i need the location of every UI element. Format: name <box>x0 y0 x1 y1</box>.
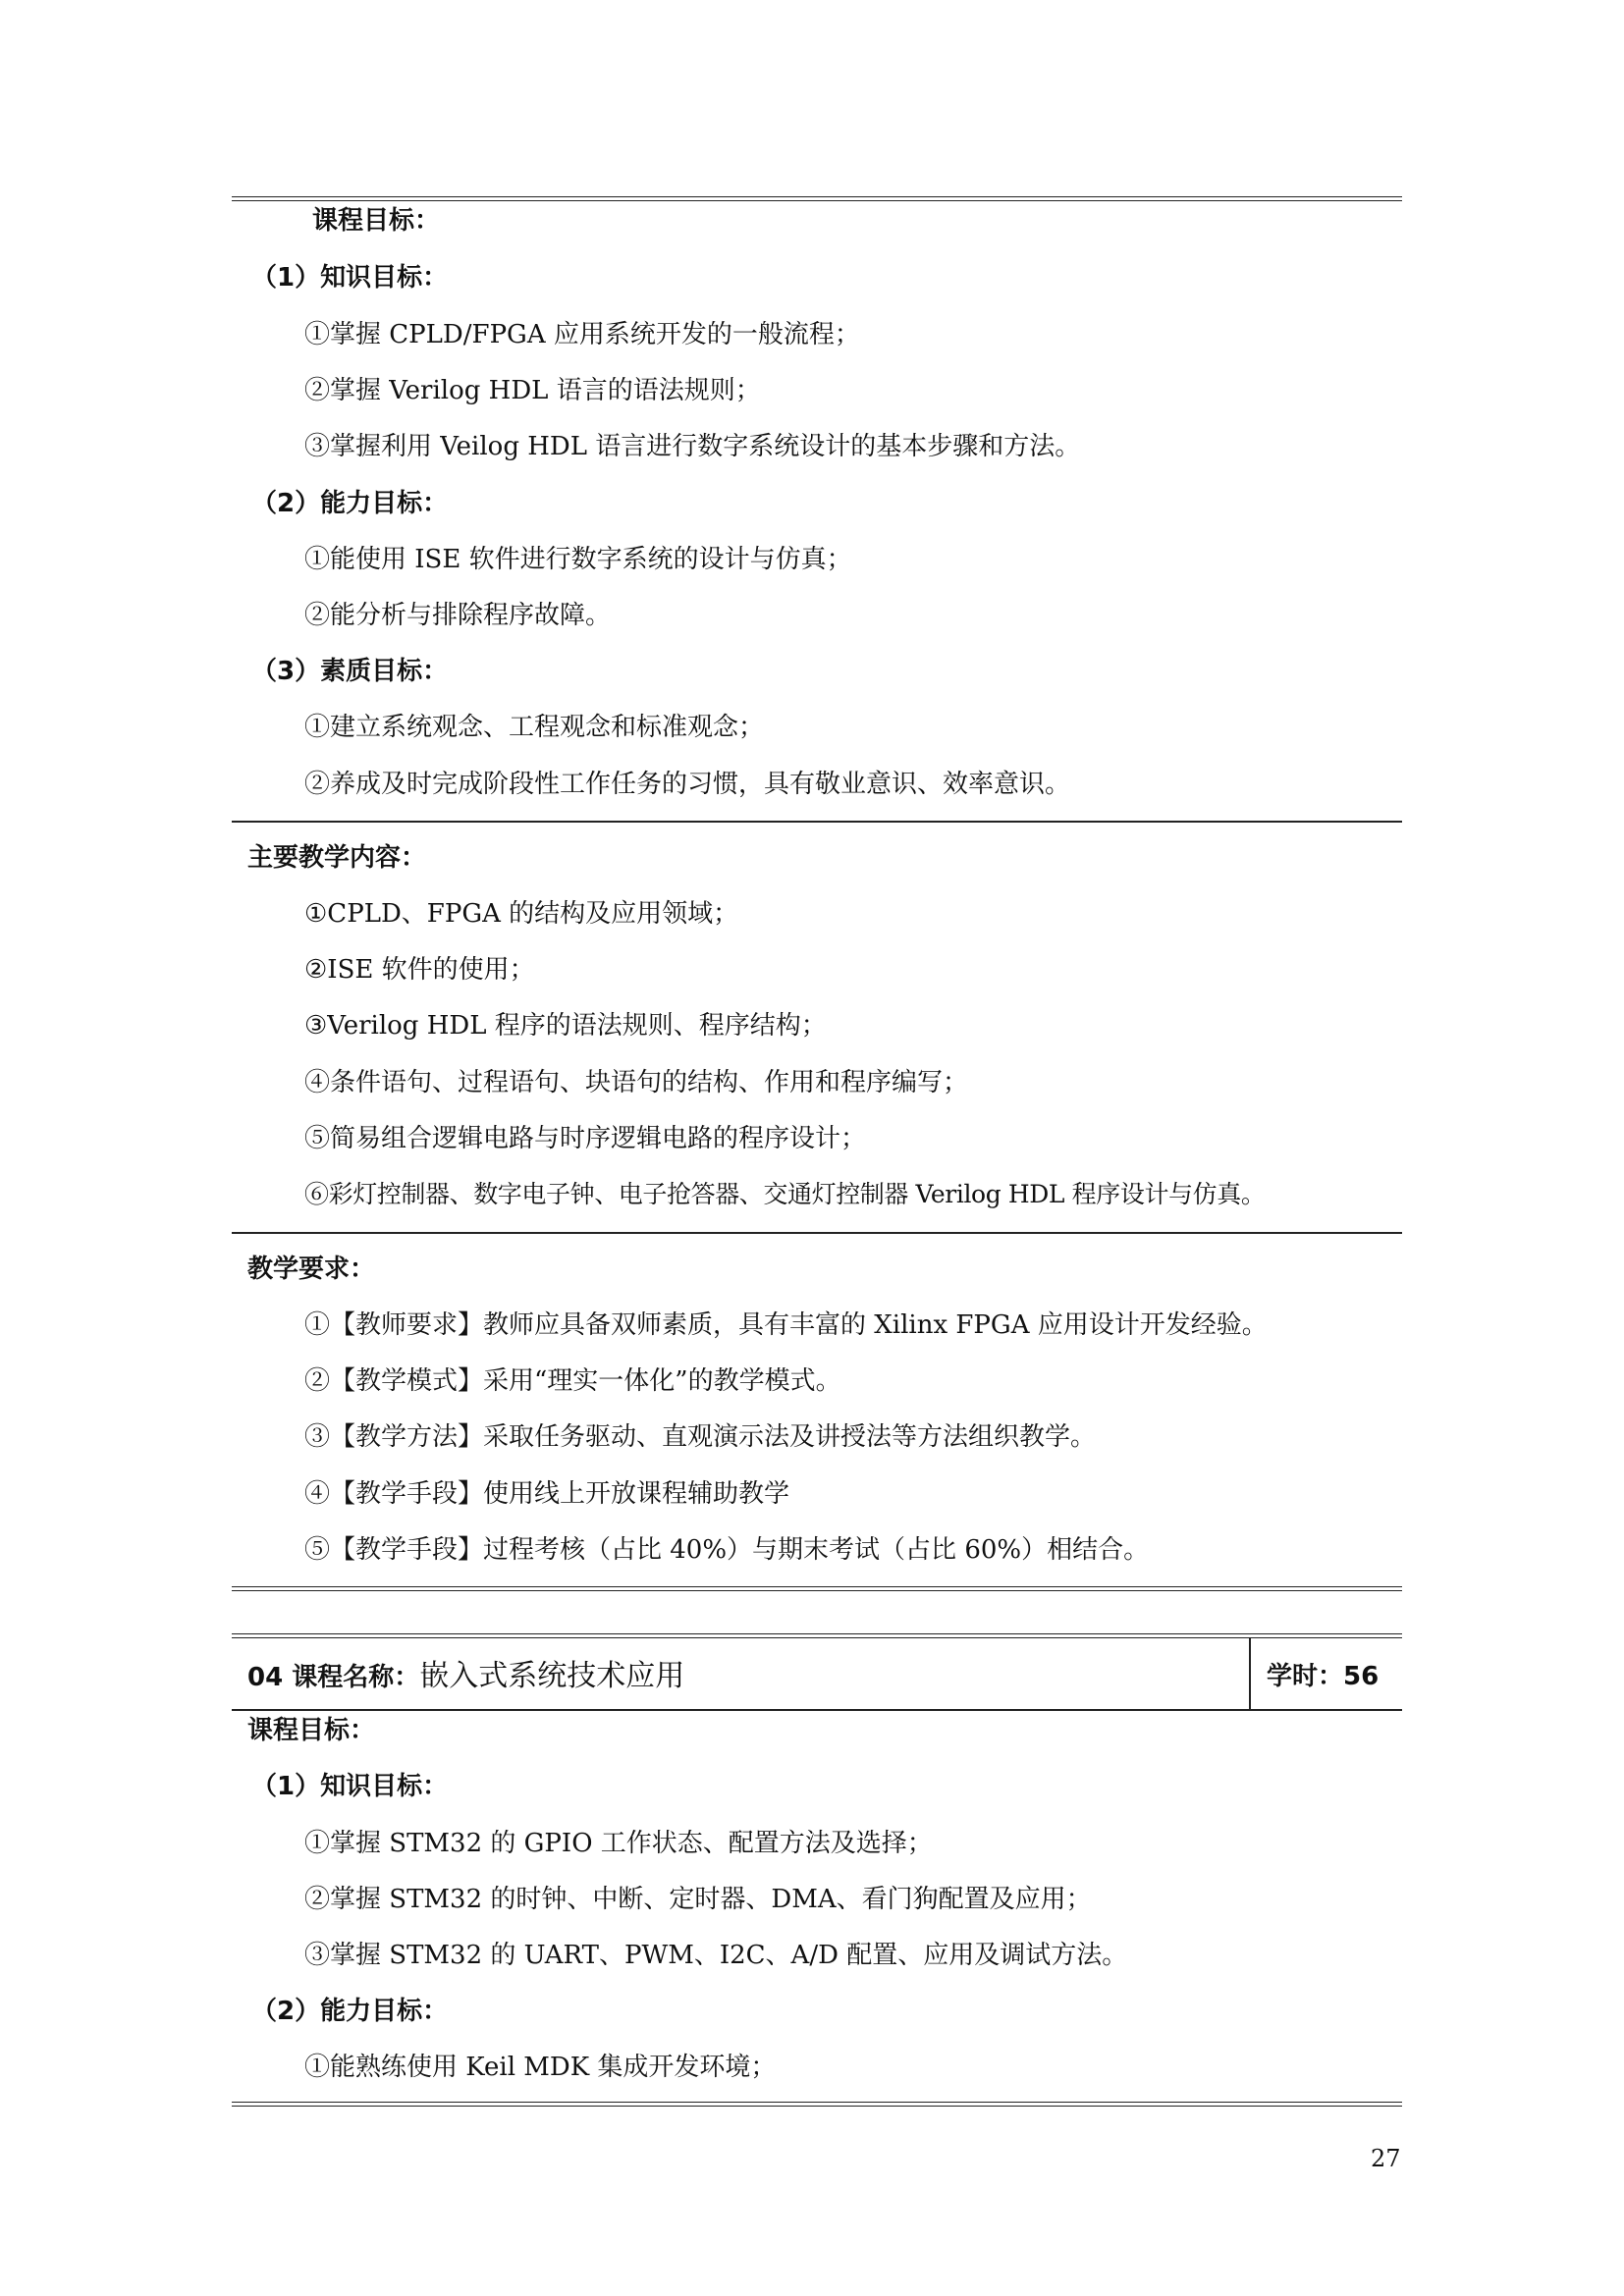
content-item: ⑤简易组合逻辑电路与时序逻辑电路的程序设计； <box>304 1124 867 1153</box>
course-title-row <box>247 1657 684 1697</box>
knowledge-item: ②掌握 Verilog HDL 语言的语法规则； <box>304 376 761 405</box>
top-double-rule <box>232 196 1402 201</box>
requirement-item: ⑤【教学手段】过程考核（占比 40%）与期末考试（占比 60%）相结合。 <box>304 1535 1150 1565</box>
section-rule <box>232 821 1402 823</box>
course-name: 嵌入式系统技术应用 <box>419 1659 685 1693</box>
hours-value: 56 <box>1343 1662 1380 1691</box>
requirement-item: ④【教学手段】使用线上开放课程辅助教学 <box>304 1479 790 1509</box>
knowledge-heading: （1）知识目标： <box>251 1772 449 1801</box>
content-item: ⑥彩灯控制器、数字电子钟、电子抢答器、交通灯控制器 Verilog HDL 程序设计与仿真。 <box>304 1180 1266 1208</box>
content-item: ③Verilog HDL 程序的语法规则、程序结构； <box>304 1011 827 1041</box>
quality-heading: （3）素质目标： <box>251 657 449 686</box>
content-heading: 主要教学内容： <box>247 843 427 873</box>
content-item: ②ISE 软件的使用； <box>304 955 535 985</box>
ability-item: ①能使用 ISE 软件进行数字系统的设计与仿真； <box>304 545 852 574</box>
requirement-item: ③【教学方法】采取任务驱动、直观演示法及讲授法等方法组织教学。 <box>304 1422 1097 1452</box>
knowledge-heading: （1）知识目标： <box>251 263 449 293</box>
knowledge-item: ③掌握 STM32 的 UART、PWM、I2C、A/D 配置、应用及调试方法。 <box>304 1941 1128 1970</box>
hours-divider <box>1249 1637 1251 1710</box>
bottom-double-rule <box>232 2102 1402 2107</box>
page-number: 27 <box>1371 2145 1401 2172</box>
block-end-double-rule <box>232 1586 1402 1591</box>
requirement-item: ②【教学模式】采用“理实一体化”的教学模式。 <box>304 1366 841 1396</box>
course-hours <box>1267 1659 1379 1694</box>
knowledge-item: ①掌握 STM32 的 GPIO 工作状态、配置方法及选择； <box>304 1829 933 1858</box>
goals-heading: 课程目标： <box>247 1716 376 1745</box>
content-item: ④条件语句、过程语句、块语句的结构、作用和程序编写； <box>304 1068 969 1097</box>
ability-heading: （2）能力目标： <box>251 1997 449 2026</box>
ability-item: ②能分析与排除程序故障。 <box>304 601 612 630</box>
knowledge-item: ③掌握利用 Veilog HDL 语言进行数字系统设计的基本步骤和方法。 <box>304 432 1081 461</box>
course-label: 04 课程名称： <box>247 1663 420 1692</box>
goals-heading: 课程目标： <box>312 206 441 236</box>
knowledge-item: ②掌握 STM32 的时钟、中断、定时器、DMA、看门狗配置及应用； <box>304 1885 1092 1914</box>
title-row-rule <box>232 1709 1402 1711</box>
ability-heading: （2）能力目标： <box>251 489 449 518</box>
quality-item: ①建立系统观念、工程观念和标准观念； <box>304 713 765 742</box>
hours-label: 学时： <box>1267 1662 1344 1691</box>
block-start-double-rule <box>232 1633 1402 1638</box>
knowledge-item: ①掌握 CPLD/FPGA 应用系统开发的一般流程； <box>304 320 860 349</box>
requirements-heading: 教学要求： <box>247 1255 376 1284</box>
ability-item: ①能熟练使用 Keil MDK 集成开发环境； <box>304 2053 777 2082</box>
requirement-item: ①【教师要求】教师应具备双师素质，具有丰富的 Xilinx FPGA 应用设计开发经验。 <box>304 1310 1268 1340</box>
content-item: ①CPLD、FPGA 的结构及应用领域； <box>304 899 739 929</box>
section-rule <box>232 1232 1402 1234</box>
quality-item: ②养成及时完成阶段性工作任务的习惯，具有敬业意识、效率意识。 <box>304 770 1071 799</box>
